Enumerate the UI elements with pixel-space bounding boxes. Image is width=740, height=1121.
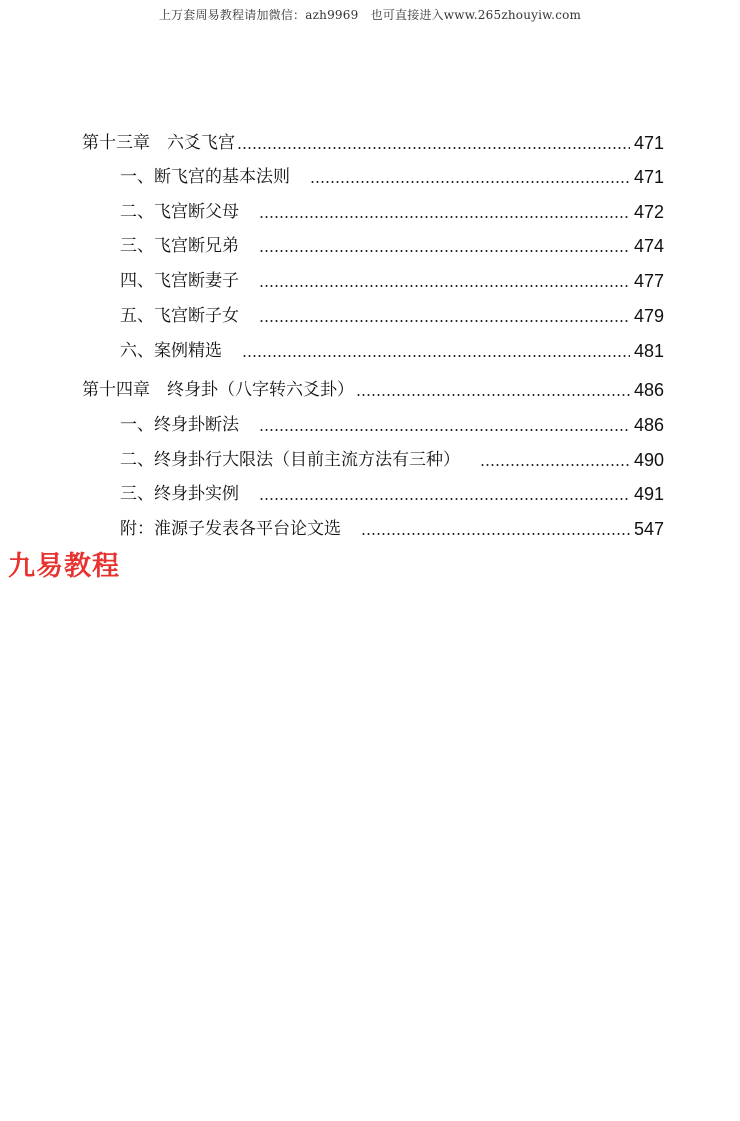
toc-page-number: 472 (633, 202, 664, 222)
toc-page-number: 477 (633, 271, 664, 291)
toc-section-14-1[interactable] (120, 410, 664, 436)
toc-page-number: 474 (633, 236, 664, 256)
dot-leader (259, 429, 630, 431)
dot-leader (480, 464, 630, 466)
dot-leader (259, 498, 630, 500)
dot-leader (237, 147, 630, 149)
toc-entry-label: 三、飞宫断兄弟 (120, 236, 239, 256)
toc-entry-label: 第十三章 六爻飞宫 (82, 133, 235, 153)
toc-page-number: 471 (633, 133, 664, 153)
toc-entry-label: 四、飞宫断妻子 (120, 271, 239, 291)
page-header-banner: 上万套周易教程请加微信：azh9969 也可直接进入www.265zhouyiw.com (158, 8, 582, 22)
toc-page-number: 491 (633, 484, 664, 504)
toc-section-13-5[interactable] (120, 301, 664, 327)
toc-section-13-6[interactable] (120, 336, 664, 362)
toc-section-13-1[interactable] (120, 162, 664, 188)
toc-chapter-14[interactable] (82, 375, 664, 401)
watermark-logo: 九易教程 (8, 551, 120, 582)
toc-entry-label: 五、飞宫断子女 (120, 306, 239, 326)
toc-page-number: 486 (633, 380, 664, 400)
toc-entry-label: 二、飞宫断父母 (120, 202, 239, 222)
dot-leader (259, 285, 630, 287)
toc-entry-label: 三、终身卦实例 (120, 484, 239, 504)
dot-leader (242, 355, 630, 357)
toc-page-number: 479 (633, 306, 664, 326)
toc-section-14-2[interactable] (120, 445, 664, 471)
dot-leader (310, 181, 630, 183)
toc-page-number: 481 (633, 341, 664, 361)
toc-page-number: 486 (633, 415, 664, 435)
toc-section-13-3[interactable] (120, 231, 664, 257)
toc-entry-label: 一、终身卦断法 (120, 415, 239, 435)
toc-entry-label: 附：淮源子发表各平台论文选 (120, 519, 341, 539)
toc-page-number: 547 (633, 519, 664, 539)
toc-entry-label: 二、终身卦行大限法（目前主流方法有三种） (120, 450, 460, 470)
toc-section-13-2[interactable] (120, 197, 664, 223)
dot-leader (259, 216, 630, 218)
toc-entry-label: 一、断飞宫的基本法则 (120, 167, 290, 187)
dot-leader (259, 250, 630, 252)
toc-entry-label: 第十四章 终身卦（八字转六爻卦） (82, 380, 354, 400)
toc-page-number: 490 (633, 450, 664, 470)
dot-leader (356, 394, 630, 396)
dot-leader (259, 320, 630, 322)
toc-chapter-13[interactable] (82, 128, 664, 154)
toc-appendix[interactable] (120, 514, 664, 540)
toc-entry-label: 六、案例精选 (120, 341, 222, 361)
dot-leader (361, 533, 630, 535)
toc-section-13-4[interactable] (120, 266, 664, 292)
toc-page-number: 471 (633, 167, 664, 187)
toc-section-14-3[interactable] (120, 479, 664, 505)
